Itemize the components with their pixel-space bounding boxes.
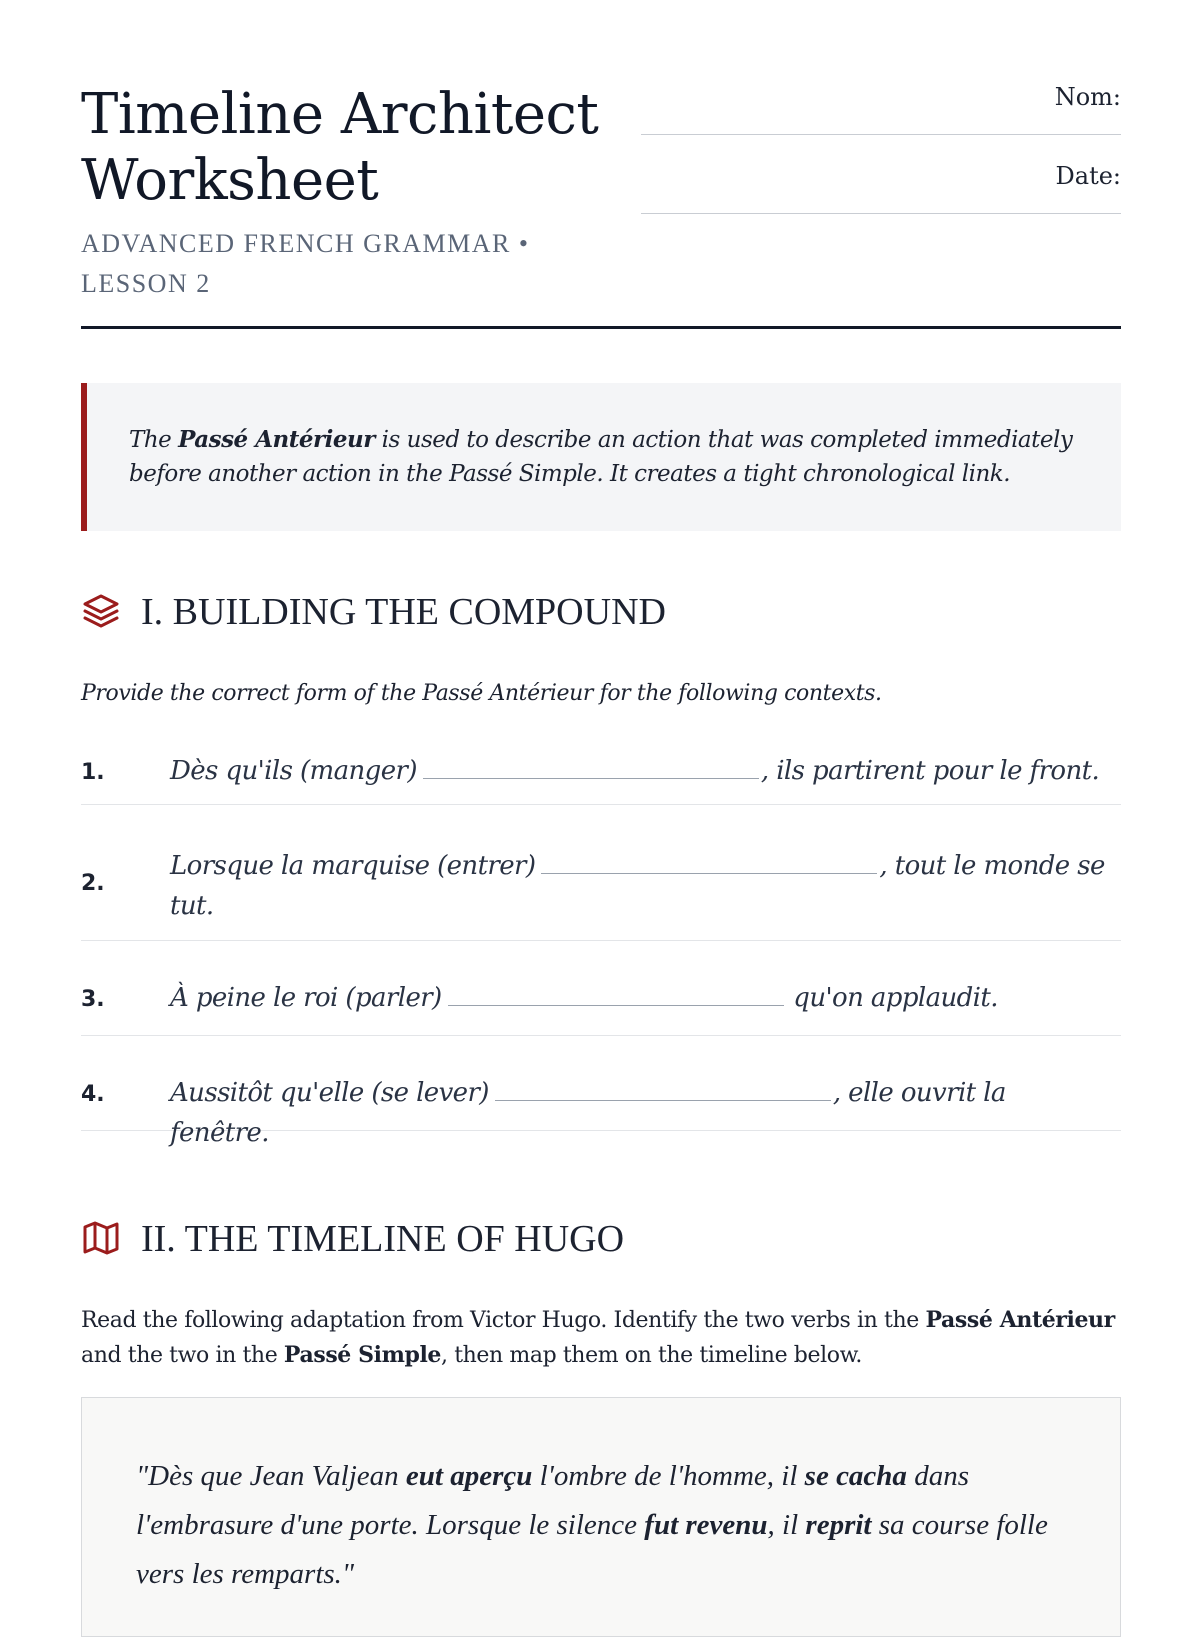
instruction-text: Read the following adaptation from Victor Hugo. Identify the two verbs in the	[81, 1308, 926, 1333]
answer-blank-2[interactable]	[541, 845, 877, 874]
quote-text: , il	[767, 1509, 806, 1541]
exercise-prompt: À peine le roi (parler)	[170, 983, 442, 1013]
instruction-text: and the two in the	[81, 1343, 284, 1368]
title-line-2: Worksheet	[81, 148, 379, 213]
hugo-quote-box	[81, 1397, 1121, 1637]
answer-blank-4[interactable]	[495, 1072, 831, 1101]
exercise-number: 2.	[81, 871, 105, 896]
exercise-row-4	[81, 1036, 1121, 1148]
page-subtitle	[81, 224, 561, 304]
exercise-continuation: , elle ouvrit la fenêtre.	[170, 1078, 1006, 1148]
worksheet-header	[81, 82, 1121, 330]
exercise-row-1	[81, 738, 1121, 805]
section-2-title: II. THE TIMELINE OF HUGO	[141, 1218, 625, 1260]
exercise-number: 1.	[81, 760, 105, 785]
exercise-sentence	[170, 750, 1110, 791]
quote-verb: fut revenu	[644, 1509, 768, 1541]
answer-blank-3[interactable]	[448, 977, 784, 1006]
exercise-number: 3.	[81, 987, 105, 1012]
header-divider	[81, 326, 1121, 329]
quote-text: l'ombre de l'homme, il	[532, 1460, 805, 1492]
quote-text: dans l'embrasure d'une porte. Lorsque le silence	[136, 1460, 969, 1541]
section-2-heading	[81, 1214, 1121, 1264]
section-2-instruction	[81, 1303, 1121, 1373]
layers-icon	[81, 591, 121, 631]
exercise-number: 4.	[81, 1082, 105, 1107]
student-fields	[641, 82, 1121, 240]
page-title	[81, 82, 601, 214]
callout-text-post: is used to describe an action that was completed immediately before another action in the Passé Simple. It creates a tight chronological link.	[129, 427, 1073, 487]
subtitle-line-1: ADVANCED FRENCH GRAMMAR •	[81, 229, 530, 258]
section-1-instruction: Provide the correct form of the Passé Antérieur for the following contexts.	[81, 681, 882, 706]
exercise-continuation: qu'on applaudit.	[785, 983, 998, 1013]
section-1-heading	[81, 587, 1121, 637]
quote-text: sa course folle vers les remparts."	[136, 1509, 1048, 1590]
instruction-bold-term: Passé Antérieur	[925, 1307, 1115, 1333]
hugo-quote	[136, 1452, 1070, 1599]
quote-text: "Dès que Jean Valjean	[136, 1460, 406, 1492]
date-field[interactable]	[641, 191, 1121, 214]
quote-verb: eut aperçu	[405, 1460, 533, 1492]
exercise-sentence	[170, 977, 1110, 1018]
instruction-bold-term: Passé Simple	[283, 1342, 442, 1368]
subtitle-line-2: LESSON 2	[81, 269, 211, 298]
quote-verb: se cacha	[804, 1460, 907, 1492]
date-label: Date:	[1055, 162, 1121, 190]
name-field[interactable]	[641, 112, 1121, 135]
callout-text-bold: Passé Antérieur	[178, 426, 375, 453]
exercise-row-3	[81, 941, 1121, 1036]
exercise-prompt: Aussitôt qu'elle (se lever)	[170, 1078, 489, 1108]
section-1-title: I. BUILDING THE COMPOUND	[141, 591, 666, 633]
quote-verb: reprit	[805, 1509, 872, 1541]
instruction-text: , then map them on the timeline below.	[441, 1343, 862, 1368]
callout-text-pre: The	[129, 427, 179, 453]
grammar-note-callout	[81, 383, 1121, 531]
exercise-continuation: , tout le monde se tut.	[170, 851, 1105, 921]
map-icon	[81, 1218, 121, 1258]
exercise-sentence	[170, 1072, 1110, 1153]
answer-blank-1[interactable]	[423, 750, 759, 779]
name-label: Nom:	[1054, 83, 1121, 111]
exercise-prompt: Dès qu'ils (manger)	[170, 756, 417, 786]
exercise-prompt: Lorsque la marquise (entrer)	[170, 851, 536, 881]
title-line-1: Timeline Architect	[81, 82, 599, 147]
exercise-sentence	[170, 845, 1110, 926]
exercise-continuation: , ils partirent pour le front.	[760, 756, 1100, 786]
exercise-row-2	[81, 805, 1121, 941]
